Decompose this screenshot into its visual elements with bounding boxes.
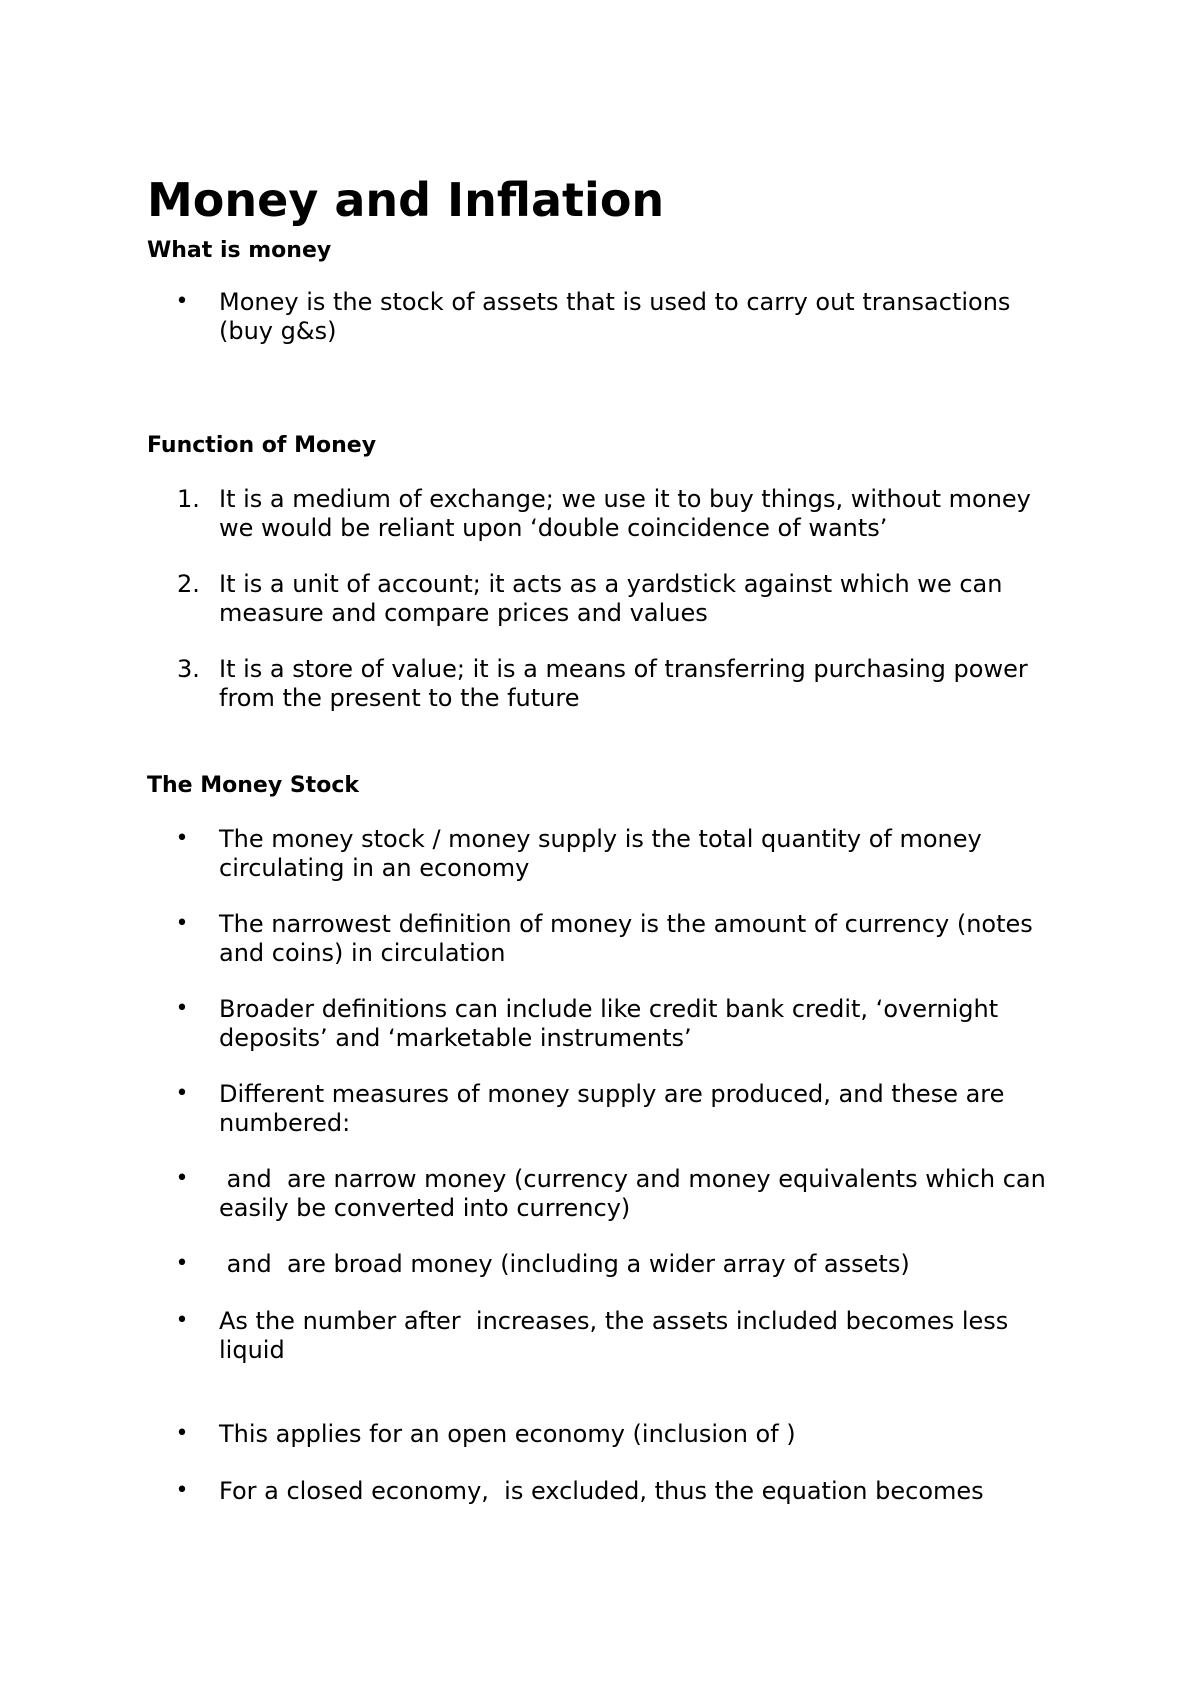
list-item-text: Different measures of money supply are produced, and these are numbered: bbox=[219, 1080, 1005, 1137]
list-item bbox=[147, 1250, 1067, 1279]
bullet-icon: • bbox=[175, 1166, 189, 1191]
list-item-text: and are broad money (including a wider array of assets) bbox=[219, 1250, 910, 1278]
list-number: 1. bbox=[177, 485, 200, 513]
list-number: 2. bbox=[177, 570, 200, 598]
list-item bbox=[147, 1420, 1067, 1449]
bullet-icon: • bbox=[175, 1478, 189, 1503]
list-item-text: It is a medium of exchange; we use it to buy things, without money we would be reliant upon ‘double coincidence of wants’ bbox=[219, 485, 1031, 542]
bullet-icon: • bbox=[175, 289, 189, 314]
list-item bbox=[147, 825, 1067, 882]
list-item bbox=[147, 995, 1067, 1052]
bullet-icon: • bbox=[175, 1081, 189, 1106]
list-item-text: and are narrow money (currency and money equivalents which can easily be converted into currency) bbox=[219, 1165, 1054, 1222]
document-title: Money and Inflation bbox=[147, 173, 665, 227]
section-heading-money-stock: The Money Stock bbox=[147, 773, 359, 798]
list-item bbox=[147, 1165, 1067, 1222]
list-item-text: As the number after increases, the assets included becomes less liquid bbox=[219, 1307, 1016, 1364]
list-number: 3. bbox=[177, 655, 200, 683]
list-item-text: The money stock / money supply is the total quantity of money circulating in an economy bbox=[219, 825, 982, 882]
list-item bbox=[147, 1477, 1067, 1506]
list-item bbox=[147, 1080, 1067, 1137]
section-heading-what-is-money: What is money bbox=[147, 238, 332, 263]
list-item bbox=[147, 288, 1067, 345]
bullet-icon: • bbox=[175, 826, 189, 851]
list-item bbox=[147, 910, 1067, 967]
numbered-item bbox=[147, 485, 1067, 542]
list-item-text: Broader definitions can include like credit bank credit, ‘overnight deposits’ and ‘marketable instruments’ bbox=[219, 995, 999, 1052]
list-item-text: It is a unit of account; it acts as a yardstick against which we can measure and compare prices and values bbox=[219, 570, 1003, 627]
numbered-item bbox=[147, 570, 1067, 627]
list-item-text: The narrowest definition of money is the amount of currency (notes and coins) in circulation bbox=[219, 910, 1033, 967]
bullet-icon: • bbox=[175, 1308, 189, 1333]
bullet-icon: • bbox=[175, 1421, 189, 1446]
numbered-item bbox=[147, 655, 1067, 712]
bullet-icon: • bbox=[175, 911, 189, 936]
list-item bbox=[147, 1307, 1067, 1364]
bullet-icon: • bbox=[175, 1251, 189, 1276]
section-heading-function-of-money: Function of Money bbox=[147, 433, 377, 458]
list-item-text: Money is the stock of assets that is used to carry out transactions (buy g&s) bbox=[219, 288, 1011, 345]
bullet-icon: • bbox=[175, 996, 189, 1021]
list-item-text: For a closed economy, is excluded, thus the equation becomes bbox=[219, 1477, 984, 1505]
list-item-text: It is a store of value; it is a means of transferring purchasing power from the present to the future bbox=[219, 655, 1028, 712]
list-item-text: This applies for an open economy (inclusion of ) bbox=[219, 1420, 796, 1448]
